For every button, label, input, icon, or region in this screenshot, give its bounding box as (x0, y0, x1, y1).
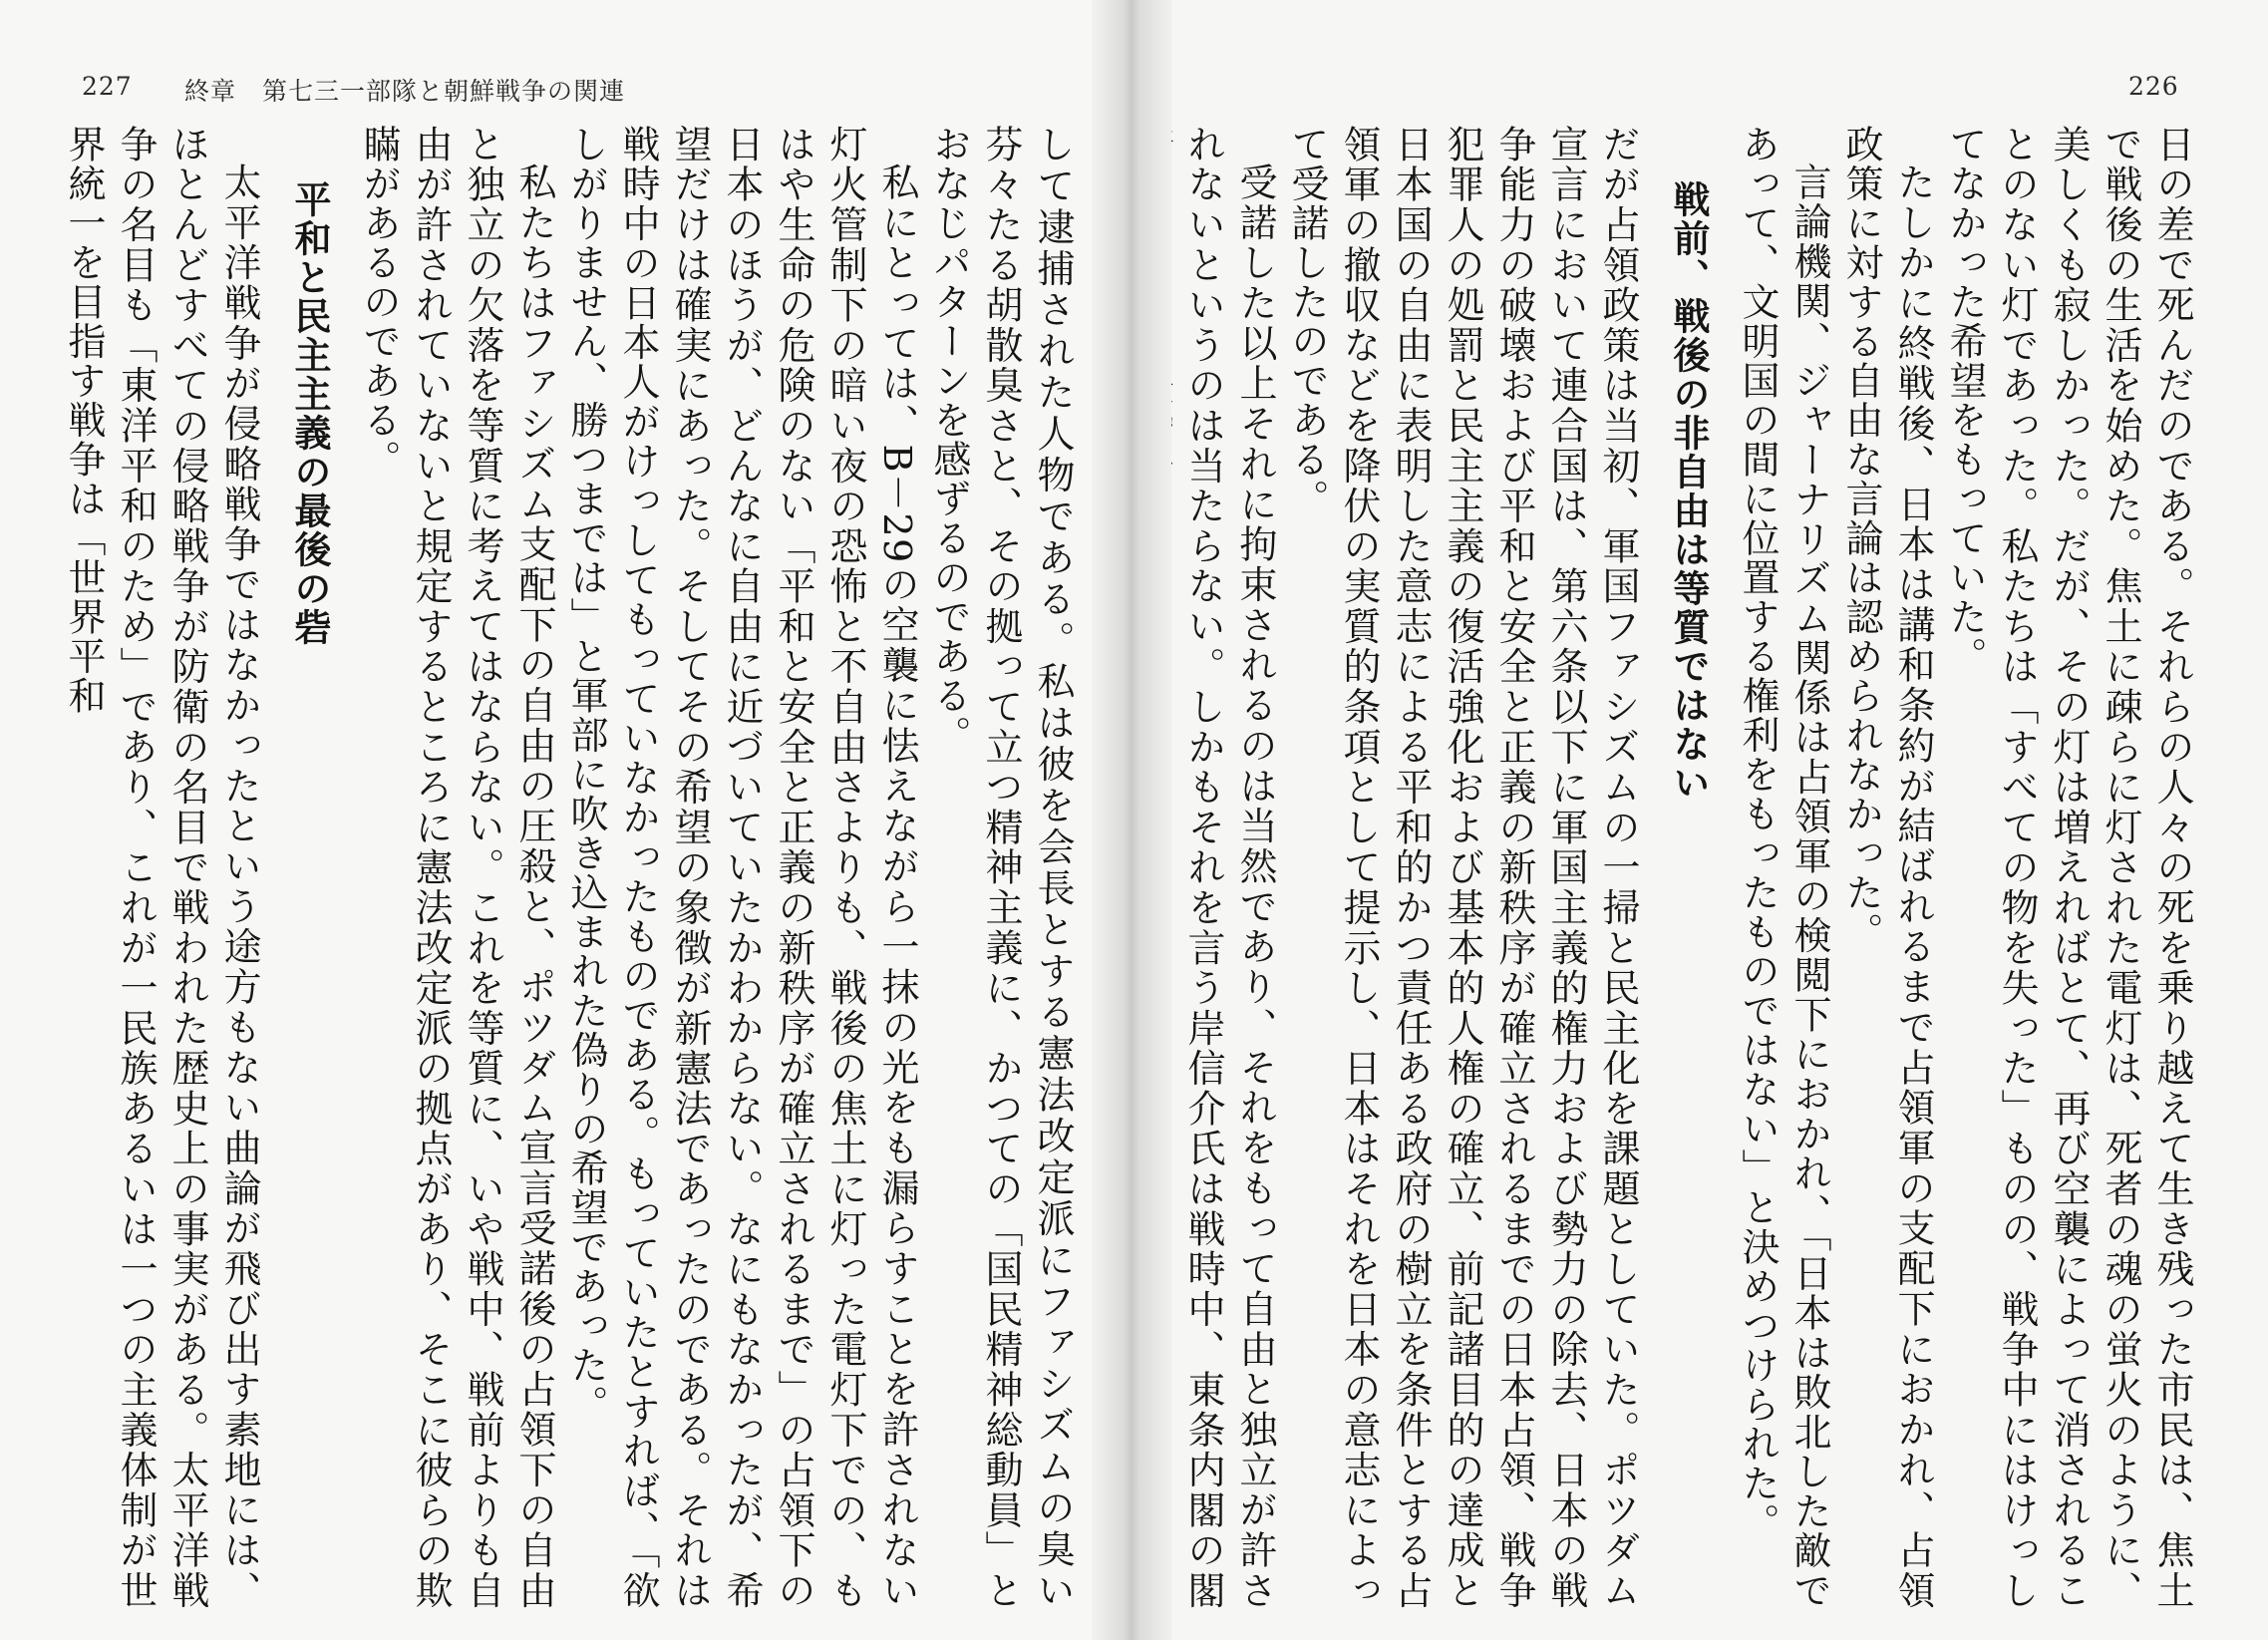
right-page (1132, 0, 2268, 1640)
left-paragraph-2: 私にとっては、B－29の空襲に怯えながら一抹の光をも漏らすことを許されない灯火管制下の暗い夜の恐怖と不自由さよりも、戦後の焦土に灯った電灯下での、もはや生命の危険のない「平和と安全と正義の新秩序が確立されるまで」の占領下の日本のほうが、どんなに自由に近づいていたかわからない。なにもなかったが、希望だけは確実にあった。そしてその希望の象徴が新憲法であったのである。それは戦時中の日本人がけっしてもっていなかったものである。もっていたとすれば、「欲しがりません、勝つまでは」と軍部に吹き込まれた偽りの希望であった。 (564, 125, 919, 1611)
right-paragraph-1: 日の差で死んだのである。それらの人々の死を乗り越えて生き残った市民は、焦土で戦後の生活を始めた。焦土に疎らに灯された電灯は、死者の魂の蛍火のように、美しくも寂しかった。だが、その灯は増えればとて、再び空襲によって消されることのない灯であった。私たちは「すべての物を失った」ものの、戦争中にはけっしてなかった希望をもっていた。 (1943, 125, 2194, 1610)
right-section-heading: 戦前、戦後の非自由は等質ではない (1667, 179, 1710, 803)
left-running-title: 終章 第七三一部隊と朝鮮戦争の関連 (184, 77, 626, 106)
right-paragraph-4: だが占領政策は当初、軍国ファシズムの一掃と民主化を課題としていた。ポツダム宣言において連合国は、第六条以下に軍国主義的権力および勢力の除去、日本の戦争能力の破壊および平和と安全と正義の新秩序が確立されるまでの日本占領、戦争犯罪人の処罰と民主主義の復活強化および基本的人権の確立、前記諸目的の達成と日本国の自由に表明した意志による平和的かつ責任ある政府の樹立を条件とする占領軍の撤収などを降伏の実質的条項として提示し、日本はそれを日本の意志によって受諾したのである。 (1285, 125, 1640, 1611)
left-paragraph-4: 太平洋戦争が侵略戦争ではなかったという途方もない曲論が飛び出す素地には、ほとんどすべての侵略戦争が防衛の名目で戦われた歴史上の事実がある。太平洋戦争の名目も「東洋平和のため」であり、これが一民族あるいは一つの主義体制が世界統一を目指す戦争は「世界平和 (62, 125, 261, 1611)
left-paragraph-3: 私たちはファシズム支配下の自由の圧殺と、ポツダム宣言受諾後の占領下の自由と独立の欠落を等質に考えてはならない。これを等質に、いや戦中、戦前よりも自由が許されていないと規定するところに憲法改定派の拠点があり、そこに彼らの欺瞞があるのである。 (357, 125, 556, 1611)
left-page-number: 227 (82, 72, 133, 101)
book-gutter (1092, 0, 1171, 1640)
left-page (0, 0, 1127, 1640)
left-body-text (62, 125, 1079, 1610)
right-paragraph-3: 言論機関、ジャーナリズム関係は占領軍の検閲下におかれ、「日本は敗北した敵であって、文明国の間に位置する権利をもったものではない」と決めつけられた。 (1736, 125, 1831, 1611)
right-paragraph-5: 受諾した以上それに拘束されるのは当然であり、それをもって自由と独立が許されないというのは当たらない。しかもそれを言う岸信介氏は戦時中、東条内閣の閣 (1181, 125, 1277, 1610)
right-page-number: 226 (2128, 72, 2179, 101)
left-paragraph-1: して逮捕された人物である。私は彼を会長とする憲法改定派にファシズムの臭い芬々たる胡散臭さと、その拠って立つ精神主義に、かつての「国民精神総動員」とおなじパターンを感ずるのである。 (927, 125, 1075, 1610)
left-section-heading: 平和と民主主義の最後の砦 (288, 179, 331, 647)
right-body-text (1181, 125, 2198, 1611)
right-paragraph-2: たしかに終戦後、日本は講和条約が結ばれるまで占領軍の支配下におかれ、占領政策に対する自由な言論は認められなかった。 (1839, 125, 1935, 1610)
